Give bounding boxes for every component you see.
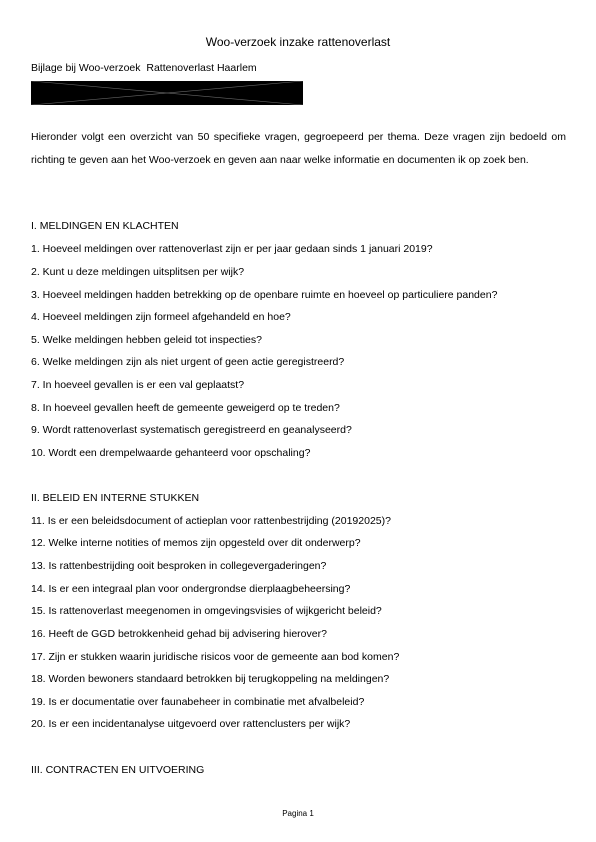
question-item: 16. Heeft de GGD betrokkenheid gehad bij advisering hierover? [31, 628, 327, 640]
question-item: 1. Hoeveel meldingen over rattenoverlast zijn er per jaar gedaan sinds 1 januari 2019? [31, 243, 433, 255]
question-item: 11. Is er een beleidsdocument of actieplan voor rattenbestrijding (20192025)? [31, 515, 391, 527]
question-item: 17. Zijn er stukken waarin juridische risicos voor de gemeente aan bod komen? [31, 651, 400, 663]
question-item: 14. Is er een integraal plan voor ondergrondse dierplaagbeheersing? [31, 583, 351, 595]
question-item: 10. Wordt een drempelwaarde gehanteerd voor opschaling? [31, 447, 311, 459]
question-item: 6. Welke meldingen zijn als niet urgent of geen actie geregistreerd? [31, 356, 345, 368]
question-item: 12. Welke interne notities of memos zijn opgesteld over dit onderwerp? [31, 537, 361, 549]
document-title: Woo-verzoek inzake rattenoverlast [205, 35, 391, 49]
intro-paragraph: Hieronder volgt een overzicht van 50 specifieke vragen, gegroepeerd per thema. Deze vragen zijn bedoeld om richting te geven aan het Woo-verzoek en geven aan naar welke informatie en documenten ik op zoek ben. [31, 131, 566, 166]
question-item: 15. Is rattenoverlast meegenomen in omgevingsvisies of wijkgericht beleid? [31, 605, 382, 617]
section-heading: III. CONTRACTEN EN UITVOERING [31, 764, 205, 776]
section-heading: I. MELDINGEN EN KLACHTEN [31, 220, 179, 232]
document-subtitle: Bijlage bij Woo-verzoek Rattenoverlast Haarlem [31, 62, 257, 74]
question-item: 13. Is rattenbestrijding ooit besproken in collegevergaderingen? [31, 560, 327, 572]
question-item: 4. Hoeveel meldingen zijn formeel afgehandeld en hoe? [31, 311, 291, 323]
page-number: Pagina 1 [282, 809, 314, 818]
question-item: 20. Is er een incidentanalyse uitgevoerd over rattenclusters per wijk? [31, 718, 351, 730]
question-item: 5. Welke meldingen hebben geleid tot inspecties? [31, 334, 262, 346]
question-item: 7. In hoeveel gevallen is er een val geplaatst? [31, 379, 245, 391]
question-item: 8. In hoeveel gevallen heeft de gemeente geweigerd op te treden? [31, 402, 340, 414]
section-heading: II. BELEID EN INTERNE STUKKEN [31, 492, 200, 504]
question-item: 18. Worden bewoners standaard betrokken bij terugkoppeling na meldingen? [31, 673, 390, 685]
redaction-cross-icon [31, 81, 303, 105]
question-item: 3. Hoeveel meldingen hadden betrekking op de openbare ruimte en hoeveel op particuliere panden? [31, 289, 498, 301]
redaction-block [31, 81, 303, 105]
question-item: 2. Kunt u deze meldingen uitsplitsen per wijk? [31, 266, 245, 278]
question-item: 19. Is er documentatie over faunabeheer in combinatie met afvalbeleid? [31, 696, 365, 708]
question-item: 9. Wordt rattenoverlast systematisch geregistreerd en geanalyseerd? [31, 424, 352, 436]
